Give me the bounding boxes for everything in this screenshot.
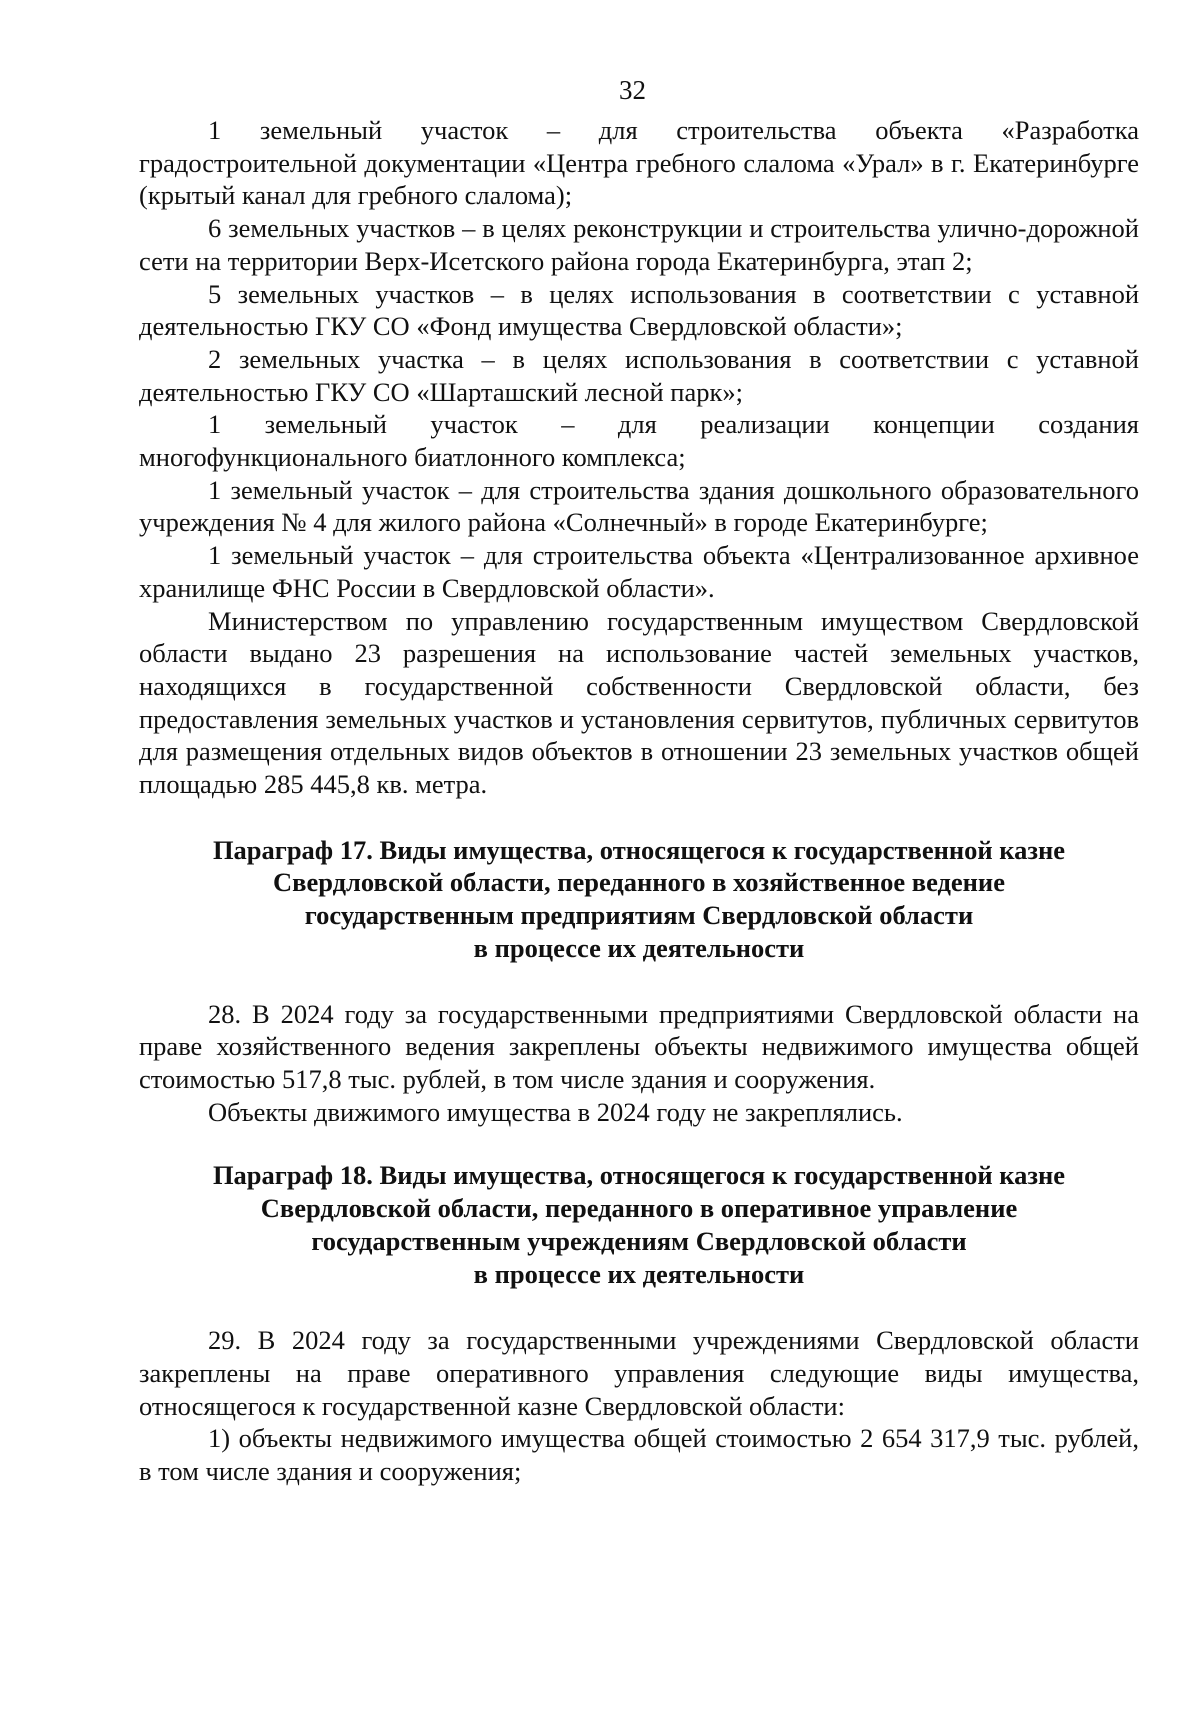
land-plot-item-property-fund: 5 земельных участков – в целях использования в соответствии с уставной деятельностью ГКУ СО «Фонд имущества Свердловской области»; (139, 278, 1139, 342)
section-17-heading-line: Параграф 17. Виды имущества, относящегося к государственной казне (212, 834, 1066, 865)
land-plot-item-preschool: 1 земельный участок – для строительства здания дошкольного образовательного учреждения № 4 для жилого района «Солнечный» в городе Екатеринбурге; (139, 474, 1139, 538)
land-plot-item-archive: 1 земельный участок – для строительства объекта «Централизованное архивное хранилище ФНС России в Свердловской области». (139, 540, 1139, 603)
permits-paragraph: Министерством по управлению государственным имуществом Свердловской области выдано 23 разрешения на использование частей земельных участков, находящихся в государственной собственности Свердловской области, без предоставления земельных участков и установления сервитутов, публичных сервитутов для размещения отдельных видов объектов в отношении 23 земельных участков общей площадью 285 445,8 кв. метра. (139, 605, 1139, 800)
document-body (139, 114, 1139, 1488)
land-plot-item-road-network: 6 земельных участков – в целях реконструкции и строительства улично-дорожной сети на территории Верх-Исетского района города Екатеринбурга, этап 2; (139, 213, 1139, 276)
section-17-heading-line: государственным предприятиям Свердловской области (304, 900, 974, 931)
page-number: 32 (619, 75, 646, 105)
movable-property-paragraph: Объекты движимого имущества в 2024 году не закреплялись. (208, 1096, 903, 1127)
section-18-heading-line: государственным учреждениям Свердловской области (311, 1225, 967, 1256)
item-28-paragraph: 28. В 2024 году за государственными предприятиями Свердловской области на праве хозяйственного ведения закреплены объекты недвижимого имущества общей стоимостью 517,8 тыс. рублей, в том числе здания и сооружения. (139, 998, 1139, 1094)
section-18-heading-line: Свердловской области, переданного в оперативное управление (260, 1193, 1018, 1224)
item-29-paragraph: 29. В 2024 году за государственными учреждениями Свердловской области закреплены на праве оперативного управления следующие виды имущества, относящегося к государственной казне Свердловской области: (139, 1325, 1139, 1421)
land-plot-item-forest-park: 2 земельных участка – в целях использования в соответствии с уставной деятельностью ГКУ СО «Шарташский лесной парк»; (139, 343, 1139, 407)
section-17-heading-line: Свердловской области, переданного в хозяйственное ведение (273, 867, 1005, 898)
section-18-heading (139, 1159, 1139, 1290)
section-17-heading (139, 834, 1139, 965)
land-plot-item-biathlon-complex: 1 земельный участок – для реализации концепции создания многофункционального биатлонного комплекса; (139, 409, 1139, 473)
section-17-heading-line: в процессе их деятельности (473, 932, 805, 963)
real-estate-list-item: 1) объекты недвижимого имущества общей стоимостью 2 654 317,9 тыс. рублей, в том числе здания и сооружения; (139, 1423, 1139, 1487)
land-plot-item-rowing-canal: 1 земельный участок – для строительства объекта «Разработка градостроительной документации «Центра гребного слалома «Урал» в г. Екатеринбурге (крытый канал для гребного слалома); (139, 115, 1139, 211)
section-18-heading-line: в процессе их деятельности (473, 1258, 805, 1289)
section-18-heading-line: Параграф 18. Виды имущества, относящегося к государственной казне (212, 1160, 1066, 1191)
